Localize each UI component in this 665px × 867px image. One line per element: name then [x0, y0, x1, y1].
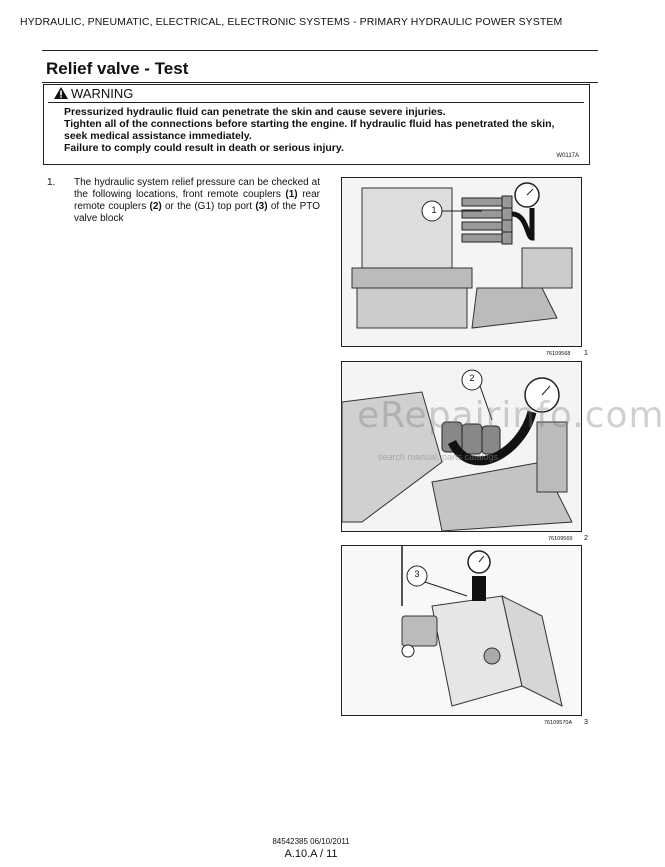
- warning-header: [48, 85, 584, 103]
- figure-3-code: 76109570A: [544, 720, 573, 726]
- warning-code: W0117A: [556, 153, 579, 159]
- step-text-part: of the PTO valve block: [74, 201, 320, 224]
- footer-doc-id: 84542385 06/10/2011: [272, 837, 350, 846]
- warning-line: seek medical assistance immediately.: [64, 130, 252, 142]
- callout-3: 3: [414, 569, 420, 579]
- watermark: eRepairinfo.com: [357, 395, 665, 436]
- step-text-part: rear remote couplers: [74, 189, 320, 212]
- title-divider: [42, 82, 598, 83]
- figure-1-illustration: [342, 178, 581, 346]
- figure-3-number: 3: [584, 719, 588, 726]
- figure-2-code: 76109569: [548, 536, 573, 542]
- footer-page-number: A.10.A / 11: [284, 848, 338, 860]
- figure-2-number: 2: [584, 535, 588, 542]
- callout-1: 1: [431, 205, 437, 215]
- header-divider: [42, 50, 598, 51]
- warning-label: WARNING: [71, 86, 134, 101]
- figure-1-front-couplers: [341, 177, 582, 347]
- watermark-subtitle: search manual, parts catalogs: [378, 452, 499, 462]
- page-title: Relief valve - Test: [46, 59, 189, 78]
- warning-box: [43, 84, 590, 165]
- figure-1-number: 1: [584, 350, 588, 357]
- warning-triangle-icon: [54, 87, 68, 99]
- step-number: 1.: [47, 177, 56, 188]
- section-header: HYDRAULIC, PNEUMATIC, ELECTRICAL, ELECTRONIC SYSTEMS - PRIMARY HYDRAULIC POWER SYSTEM: [20, 16, 563, 28]
- figure-3-pto-valve-block: [341, 545, 582, 716]
- warning-line: Pressurized hydraulic fluid can penetrate the skin and cause severe injuries.: [64, 106, 446, 118]
- warning-line: Tighten all of the connections before starting the engine. If hydraulic fluid has penetrated the skin,: [64, 118, 555, 130]
- step-ref-3: (3): [255, 201, 268, 212]
- figure-3-illustration: [342, 546, 581, 715]
- figure-2-rear-couplers: [341, 361, 582, 532]
- step-text-part: or the (G1) top port: [161, 201, 256, 212]
- step-ref-2: (2): [149, 201, 162, 212]
- warning-line: Failure to comply could result in death or serious injury.: [64, 142, 344, 154]
- step-text: [74, 177, 320, 225]
- callout-2: 2: [469, 373, 475, 383]
- step-ref-1: (1): [285, 189, 298, 200]
- warning-text: [64, 106, 586, 154]
- figure-1-code: 76109568: [546, 351, 571, 357]
- figure-2-illustration: [342, 362, 581, 531]
- step-text-part: The hydraulic system relief pressure can be checked at the following locations, front remote couplers: [74, 177, 320, 200]
